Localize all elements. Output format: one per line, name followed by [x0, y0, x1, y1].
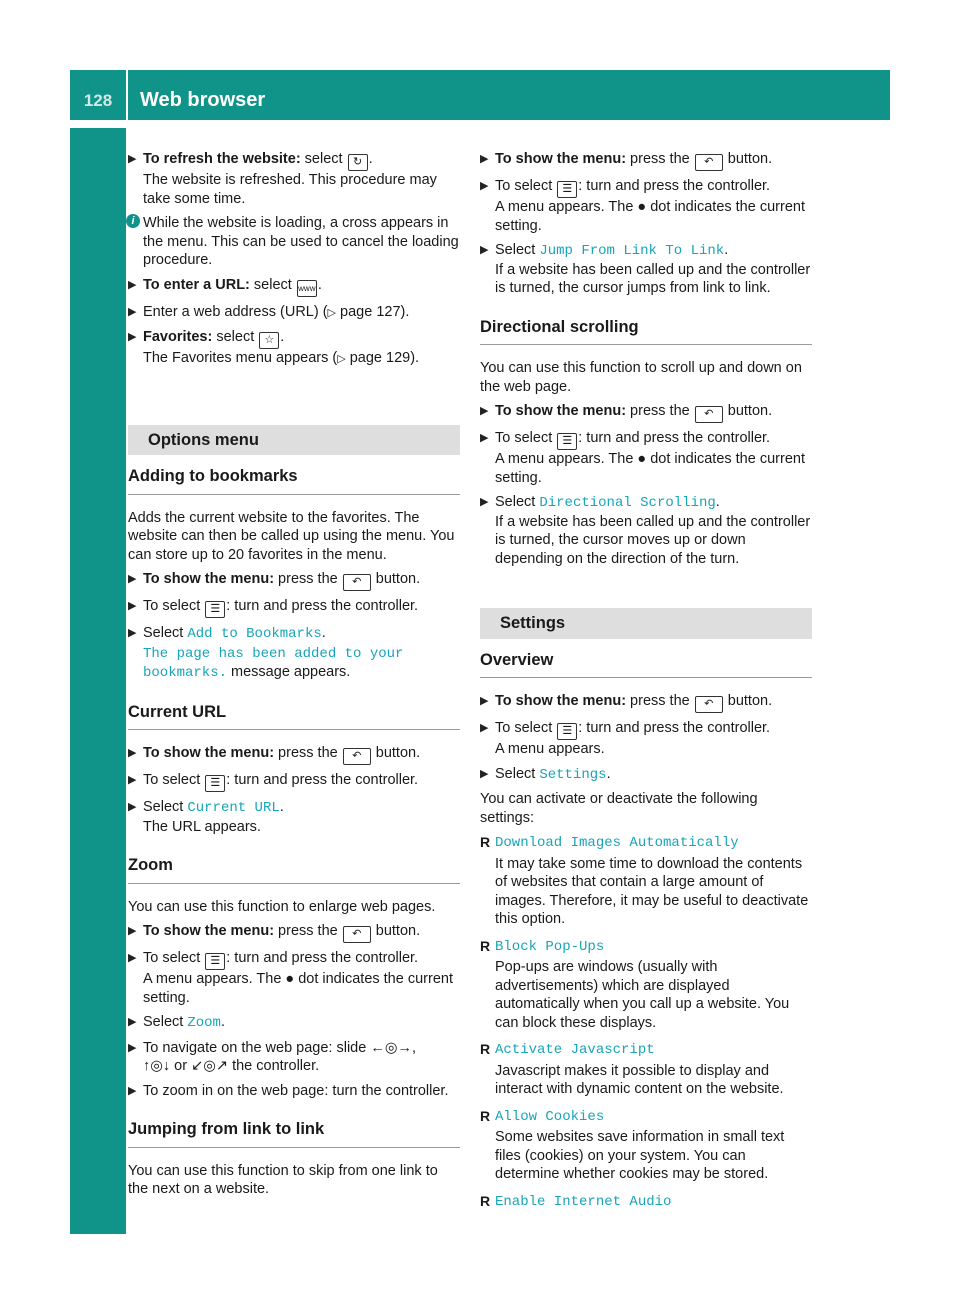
arrow-right-icon: ▶ — [128, 801, 137, 813]
arrow-right-icon: ▶ — [480, 153, 489, 165]
info-icon: i — [126, 214, 140, 228]
arrow-right-icon: ▶ — [128, 1016, 137, 1028]
step-directional: ▶ Select Directional Scrolling. If a website has been called up and the controller is turned, the cursor moves up or down depending on the direction of the turn. — [480, 494, 811, 567]
arrow-right-icon: ▶ — [480, 496, 489, 508]
heading-current-url: Current URL — [128, 703, 460, 731]
slide-left-right-icon: ←◎→ — [370, 1039, 412, 1056]
step-show-menu-2: ▶ To show the menu: press the ↶ button. — [128, 744, 460, 765]
step-select-menu-r3: ▶ To select ☰ : turn and press the controller. A menu appears. — [480, 720, 771, 757]
arrow-right-icon: ▶ — [128, 153, 137, 165]
info-note: i While the website is loading, a cross appears in the menu. This can be used to cancel the loading procedure. — [128, 214, 460, 270]
back-icon: ↶ — [343, 574, 371, 591]
section-settings: Settings — [480, 608, 812, 639]
step-navigate: ▶ To navigate on the web page: slide ←◎→, ↑◎↓ or ↙◎↗ the controller. — [128, 1039, 417, 1074]
refresh-icon: ↻ — [348, 154, 368, 171]
arrow-right-icon: ▶ — [128, 1041, 137, 1054]
arrow-right-icon: ▶ — [480, 405, 489, 417]
arrow-right-icon: ▶ — [128, 305, 137, 318]
option-block-popups: R Block Pop-Ups — [480, 937, 605, 955]
heading-overview: Overview — [480, 651, 812, 679]
step-jump-link: ▶ Select Jump From Link To Link. If a website has been called up and the controller is turned, the cursor jumps from link to link. — [480, 242, 811, 296]
menu-icon: ☰ — [557, 433, 577, 450]
step-favorites: ▶ Favorites: select ☆ . The Favorites menu appears (▷ page 129). — [128, 329, 420, 366]
step-zoom: ▶ Select Zoom. — [128, 1014, 225, 1031]
www-icon: www — [297, 280, 317, 297]
paragraph-jumping: You can use this function to skip from one link to the next on a website. — [128, 1162, 438, 1197]
arrow-right-icon: ▶ — [128, 331, 137, 343]
option-allow-cookies: R Allow Cookies — [480, 1107, 605, 1125]
option-download-images: R Download Images Automatically — [480, 834, 739, 851]
right-column — [480, 150, 812, 1213]
paragraph-directional: You can use this function to scroll up and down on the web page. — [480, 360, 802, 395]
page-ref-icon: ▷ — [337, 353, 346, 365]
header-divider — [126, 70, 128, 120]
slide-up-down-icon: ↑◎↓ — [143, 1058, 171, 1074]
star-icon: ☆ — [259, 332, 279, 349]
step-zoom-in: ▶ To zoom in on the web page: turn the controller. — [128, 1082, 449, 1099]
heading-jumping: Jumping from link to link — [128, 1120, 460, 1148]
step-show-menu-r1: ▶ To show the menu: press the ↶ button. — [480, 150, 812, 171]
dot-icon: ● — [637, 199, 647, 215]
menu-icon: ☰ — [205, 953, 225, 970]
sidebar-label: Online and Internet functions — [93, 966, 114, 1230]
arrow-right-icon: ▶ — [128, 1084, 137, 1097]
arrow-right-icon: ▶ — [128, 573, 137, 585]
menu-icon: ☰ — [557, 723, 577, 740]
arrow-right-icon: ▶ — [480, 695, 489, 707]
back-icon: ↶ — [695, 154, 723, 171]
arrow-right-icon: ▶ — [480, 244, 489, 256]
slide-diagonal-icon: ↙◎↗ — [191, 1058, 229, 1074]
arrow-right-icon: ▶ — [128, 278, 137, 291]
step-settings: ▶ Select Settings. — [480, 765, 611, 783]
paragraph-zoom: You can use this function to enlarge web pages. — [128, 898, 436, 915]
step-enter-url: ▶ To enter a URL: select www . — [128, 276, 460, 297]
menu-icon: ☰ — [205, 775, 225, 792]
step-current-url: ▶ Select Current URL. The URL appears. — [128, 799, 284, 835]
arrow-right-icon: ▶ — [480, 722, 489, 734]
left-column — [128, 150, 460, 1205]
page-title: Web browser — [140, 89, 266, 111]
heading-zoom: Zoom — [128, 856, 460, 884]
step-show-menu-r2: ▶ To show the menu: press the ↶ button. — [480, 402, 812, 423]
arrow-right-icon: ▶ — [128, 774, 137, 786]
step-show-menu: ▶ To show the menu: press the ↶ button. — [128, 570, 460, 591]
page-number: 128 — [83, 91, 113, 110]
dot-icon: ● — [285, 971, 295, 987]
back-icon: ↶ — [343, 748, 371, 765]
arrow-right-icon: ▶ — [128, 747, 137, 759]
menu-icon: ☰ — [205, 601, 225, 618]
option-activate-javascript: R Activate Javascript — [480, 1041, 655, 1058]
step-show-menu-3: ▶ To show the menu: press the ↶ button. — [128, 922, 460, 943]
step-select-menu-r1: ▶ To select ☰ : turn and press the controller. A menu appears. The ● dot indicates the current setting. — [480, 178, 805, 234]
option-enable-audio: R Enable Internet Audio — [480, 1192, 672, 1210]
step-select-menu-3: ▶ To select ☰ : turn and press the controller. A menu appears. The ● dot indicates the current setting. — [128, 950, 453, 1006]
menu-icon: ☰ — [557, 181, 577, 198]
step-select-menu-2: ▶ To select ☰ : turn and press the controller. — [128, 771, 460, 792]
step-add-bookmarks: ▶ Select Add to Bookmarks. The page has been added to your bookmarks. message appears. — [128, 625, 404, 681]
step-show-menu-r3: ▶ To show the menu: press the ↶ button. — [480, 692, 812, 713]
step-web-address: ▶ Enter a web address (URL) (▷ page 127). — [128, 303, 410, 320]
page-ref-icon: ▷ — [327, 306, 337, 319]
option-desc: It may take some time to download the contents of websites that contain a large amount of images. Therefore, it may be useful to deactivate this option. — [495, 855, 809, 927]
back-icon: ↶ — [695, 696, 723, 713]
heading-adding-bookmarks: Adding to bookmarks — [128, 467, 460, 495]
arrow-right-icon: ▶ — [480, 432, 489, 444]
arrow-right-icon: ▶ — [128, 627, 137, 639]
step-select-menu-r2: ▶ To select ☰ : turn and press the controller. A menu appears. The ● dot indicates the current setting. — [480, 430, 805, 486]
arrow-right-icon: ▶ — [128, 952, 137, 964]
section-options-menu: Options menu — [128, 425, 460, 456]
step-refresh: ▶ To refresh the website: select ↻ . The website is refreshed. This procedure may take some time. — [128, 151, 437, 207]
step-select-menu: ▶ To select ☰ : turn and press the controller. — [128, 597, 460, 618]
page-header — [70, 70, 890, 120]
arrow-right-icon: ▶ — [480, 767, 489, 780]
arrow-right-icon: ▶ — [128, 600, 137, 612]
option-desc: Javascript makes it possible to display and interact with dynamic content on the website. — [495, 1062, 784, 1097]
dot-icon: ● — [637, 451, 647, 467]
back-icon: ↶ — [695, 406, 723, 423]
option-desc: Pop-ups are windows (usually with advertisements) which are displayed automatically when you call up a website. You can block these displays. — [495, 959, 790, 1031]
option-desc: Some websites save information in small text files (cookies) on your system. You can determine whether cookies may be stored. — [495, 1129, 785, 1182]
paragraph-settings: You can activate or deactivate the following settings: — [480, 791, 758, 826]
paragraph-bookmarks: Adds the current website to the favorites. The website can then be called up using the menu. You can store up to 20 favorites in the menu. — [128, 509, 455, 563]
arrow-right-icon: ▶ — [480, 180, 489, 192]
back-icon: ↶ — [343, 926, 371, 943]
heading-directional: Directional scrolling — [480, 318, 812, 346]
arrow-right-icon: ▶ — [128, 925, 137, 937]
